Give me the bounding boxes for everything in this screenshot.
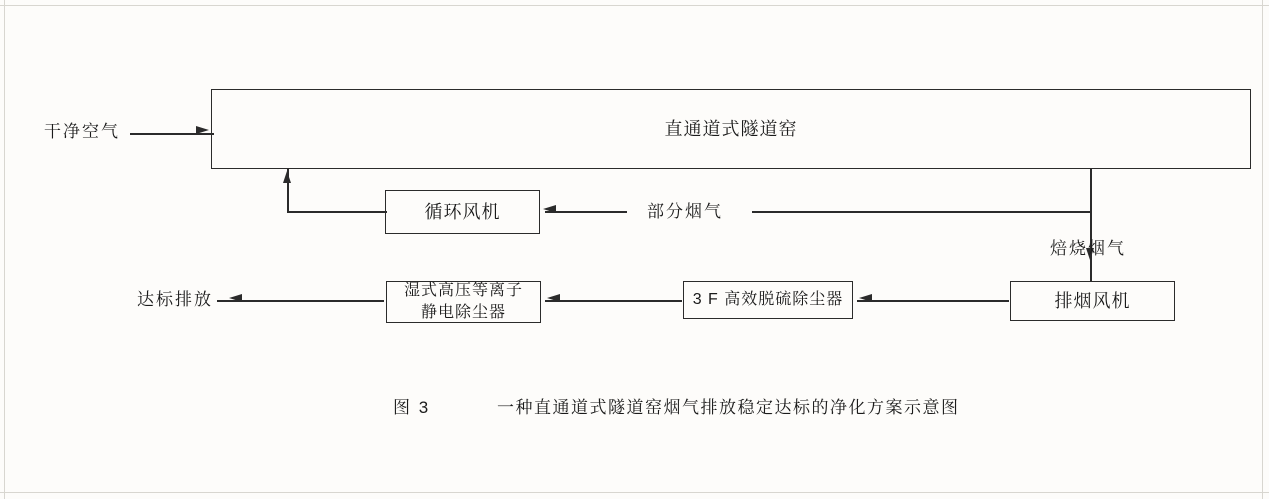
node-desulfurizer-label: 3 F 高效脱硫除尘器 [692,291,844,309]
arrowhead-partial-flue-gas-to-fan [543,205,556,213]
node-wet-esp-label-line1: 湿式高压等离子 [403,282,523,300]
figure-caption-text: 一种直通道式隧道窑烟气排放稳定达标的净化方案示意图 [497,398,960,417]
node-tunnel-kiln [211,89,1251,169]
node-tunnel-kiln-label: 直通道式隧道窑 [664,118,798,139]
arrowhead-fan-return-to-kiln [283,171,291,183]
label-partial-flue-gas: 部分烟气 [641,200,729,224]
connector-desulfurizer-to-esp [545,300,682,302]
connector-exhaust-to-desulfurizer [857,300,1009,302]
arrowhead-esp-to-discharge [229,294,242,302]
page-edge-left [4,0,5,499]
page-edge-bottom [0,492,1269,493]
node-exhaust-fan-label: 排烟风机 [1054,290,1131,311]
page-edge-right [1262,0,1263,499]
label-clean-air: 干净空气 [44,122,120,141]
node-wet-esp-label-line2: 静电除尘器 [420,304,506,321]
page-edge-top [0,5,1269,6]
connector-partial-flue-gas-right [752,211,1091,213]
connector-kiln-to-flue-tap [1090,169,1092,212]
label-roasting-flue-gas: 焙烧烟气 [1050,239,1126,258]
node-circulation-fan-label: 循环风机 [424,201,501,222]
arrowhead-exhaust-to-desulfurizer [859,294,872,302]
figure-caption-number: 图 3 [393,398,431,417]
node-desulfurizer [683,281,853,319]
node-circulation-fan [385,190,540,234]
connector-fan-return-horizontal [287,211,387,213]
label-compliant-discharge: 达标排放 [133,288,217,312]
node-exhaust-fan [1010,281,1175,321]
node-wet-esp [386,281,541,323]
arrowhead-clean-air-to-kiln [196,126,209,134]
arrowhead-desulfurizer-to-esp [547,294,560,302]
connector-partial-flue-gas-left [545,211,627,213]
